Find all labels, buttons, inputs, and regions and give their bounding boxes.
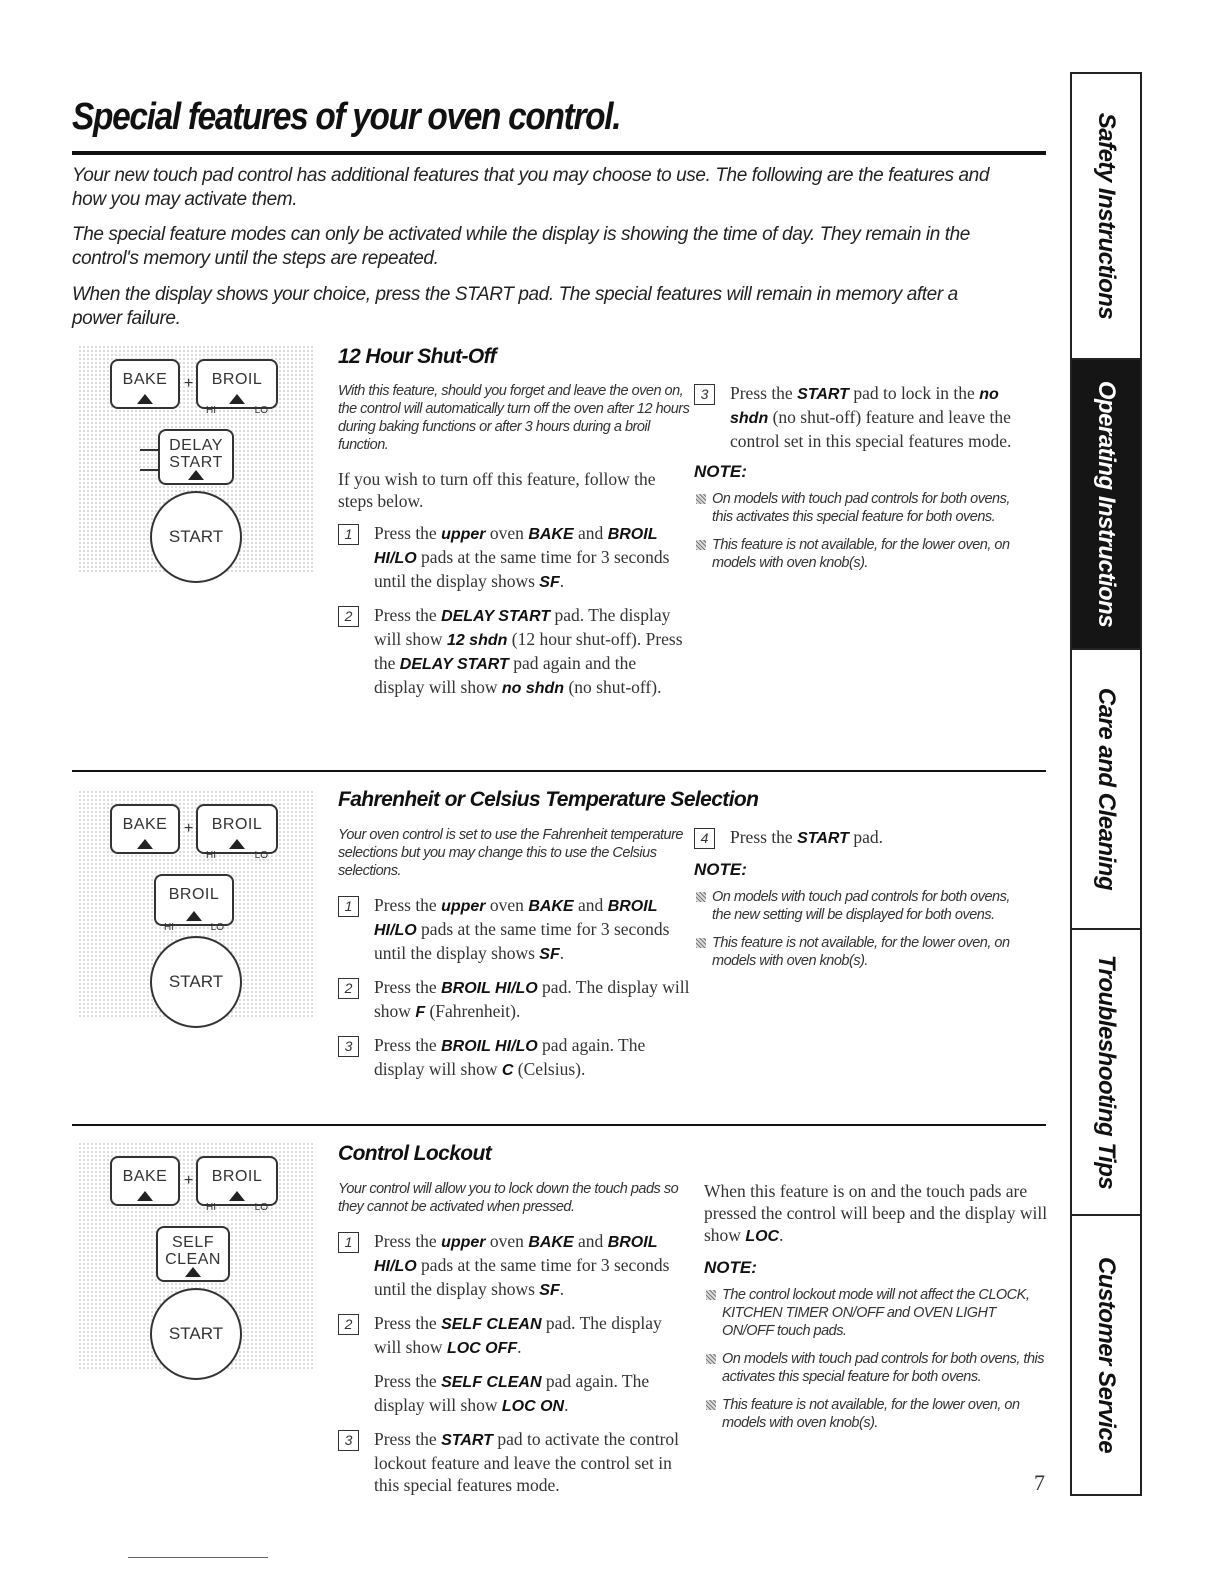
tab-label: Safety Instructions [1093,112,1120,320]
note-item [704,1286,1049,1340]
section-title-lockout: Control Lockout [338,1142,492,1165]
step-keyword: no shdn [730,386,999,427]
lockout-description: Your control will allow you to lock down the touch pads so they cannot be activated when pressed. [338,1181,679,1215]
step-text: . [564,1395,569,1415]
indicator-arrow-icon [185,1267,201,1277]
step-text: pads at the same time for 3 seconds until the display shows [374,1255,670,1299]
step-text: . [559,1279,565,1299]
fahrenheit-control-panel-illustration [78,790,313,1018]
step-number: 2 [338,1314,359,1335]
fahrenheit-left-column [338,826,690,1092]
step-text: pad. The display will show [374,977,690,1021]
lockout-step-3 [338,1428,690,1496]
step-text: pad. [848,827,883,847]
bullet-icon [696,892,706,902]
step-text: (Celsius). [513,1059,586,1079]
indicator-arrow-icon [229,839,245,849]
tab-safety-instructions[interactable] [1072,74,1140,360]
note-text: On models with touch pad controls for both ovens, the new setting will be displayed for both ovens. [712,889,1010,923]
clean-label: CLEAN [165,1251,221,1268]
shutoff-description: With this feature, should you forget and leave the oven on, the control will automatically turn off the oven after 12 hours during baking functions or after 3 hours during a broil function. [338,383,690,453]
step-keyword: SF [539,574,560,591]
section-divider [72,770,1046,772]
section-title-fahrenheit: Fahrenheit or Celsius Temperature Selection [338,788,759,811]
bake-label: BAKE [122,816,168,833]
bullet-icon [706,1290,716,1300]
step-keyword: DELAY START [441,608,551,625]
intro-paragraph: When the display shows your choice, press the START pad. The special features will remain in memory after a power failure. [72,284,958,329]
note-item [694,934,1029,970]
step-text: Press the [374,1429,442,1449]
shutoff-control-panel-illustration [78,345,313,573]
broil-label: BROIL [168,886,220,903]
step-number: 2 [338,978,359,999]
lockout-control-panel-illustration [78,1142,313,1370]
bake-pad [110,1156,180,1206]
step-text: (no shut-off). [564,677,662,697]
step-keyword: LOC OFF [446,1340,518,1357]
lo-label: LO [254,850,268,861]
indicator-arrow-icon [137,1191,153,1201]
fahrenheit-right-column [694,826,1029,980]
self-label: SELF [171,1234,214,1251]
plus-sign: + [184,1172,194,1189]
section-divider [72,1124,1046,1126]
step-keyword: BROIL HI/LO [374,1234,658,1275]
start-pad: START [150,936,242,1028]
step-text: pad again. The display will show [374,1035,646,1079]
start-pad: START [150,491,242,583]
step-keyword: START [441,1432,493,1449]
broil-label: BROIL [211,816,263,833]
tab-care-and-cleaning[interactable] [1072,650,1140,930]
start-pad: START [150,1288,242,1380]
lo-label: LO [210,922,224,933]
title-rule [72,151,1046,155]
tab-customer-service[interactable] [1072,1216,1140,1494]
broil-label: BROIL [211,1168,263,1185]
lockout-left-column [338,1180,690,1506]
page-number: 7 [1034,1470,1045,1495]
bake-label: BAKE [122,1168,168,1185]
note-text: The control lockout mode will not affect the CLOCK, KITCHEN TIMER ON/OFF and OVEN LIGHT ON/OFF touch pads. [722,1287,1030,1339]
indicator-arrow-icon [186,911,202,921]
step-keyword: BAKE [528,1234,574,1251]
tab-operating-instructions[interactable] [1072,360,1140,650]
page-title: Special features of your oven control. [72,96,621,138]
step-text: pad. The display will show [374,605,671,649]
shutoff-intro: If you wish to turn off this feature, follow the steps below. [338,469,656,511]
intro-paragraph: Your new touch pad control has additional features that you may choose to use. The following are the features and how you may activate them. [72,165,990,210]
step-keyword: C [501,1062,514,1079]
hi-label: HI [206,850,216,861]
step-keyword: no shdn [501,680,565,697]
section-title-shutoff: 12 Hour Shut-Off [338,345,497,368]
step-text: Press the [374,1035,442,1055]
lo-label: LO [254,1202,268,1213]
note-item [704,1350,1049,1386]
delay-start-pad [158,429,234,485]
step-text: Press the [730,827,798,847]
step-text: pad again. The display will show [374,1371,650,1415]
note-item [694,490,1029,526]
plus-sign: + [184,375,194,392]
self-clean-pad [156,1226,230,1282]
step-text: Press the [374,523,442,543]
step-keyword: SF [539,946,560,963]
info-keyword: LOC [745,1228,780,1245]
broil-label: BROIL [211,371,263,388]
tab-label: Operating Instructions [1093,380,1120,628]
step-keyword: SF [539,1282,560,1299]
shutoff-left-column [338,382,690,710]
fahrenheit-step-2 [338,976,690,1024]
bullet-icon [706,1400,716,1410]
note-item [694,888,1029,924]
shutoff-step-3 [694,382,1029,452]
fahrenheit-step-4 [694,826,1029,850]
step-number: 1 [338,896,359,917]
fahrenheit-description: Your oven control is set to use the Fahrenheit temperature selections but you may change this to use the Celsius selections. [338,827,683,879]
fahrenheit-step-3 [338,1034,690,1082]
info-text: . [779,1225,784,1245]
step-text: oven [485,1231,529,1251]
step-keyword: START [797,830,849,847]
step-keyword: BAKE [528,898,574,915]
step-text: Press the [374,605,442,625]
step-number: 1 [338,1232,359,1253]
step-text: Press the [374,1313,442,1333]
lo-label: LO [254,405,268,416]
note-text: This feature is not available, for the lower oven, on models with oven knob(s). [722,1397,1020,1431]
intro-paragraph: The special feature modes can only be activated while the display is showing the time of day. They remain in the control's memory until the steps are repeated. [72,224,970,269]
step-keyword: F [415,1004,426,1021]
step-text: pads at the same time for 3 seconds until the display shows [374,547,670,591]
step-keyword: BROIL HI/LO [374,898,658,939]
bullet-icon [706,1354,716,1364]
step-text: pad to activate the control lockout feature and leave the control set in this special features mode. [374,1429,680,1495]
step-keyword: SELF CLEAN [441,1374,542,1391]
lockout-step-2 [338,1312,690,1360]
note-item [704,1396,1049,1432]
step-keyword: LOC ON [501,1398,565,1415]
footer-line [128,1557,268,1558]
step-text: . [559,571,565,591]
delay-label: DELAY [169,437,223,454]
step-number: 3 [338,1036,359,1057]
step-text: Press the [374,1231,442,1251]
step-text: (no shut-off) feature and leave the control set in this special features mode. [730,407,1012,451]
shutoff-step-2 [338,604,690,700]
step-number: 2 [338,606,359,627]
broil-hi-lo-pad [196,1156,278,1213]
step-text: Press the [730,383,798,403]
step-number: 3 [694,384,715,405]
step-number: 1 [338,524,359,545]
indicator-arrow-icon [137,839,153,849]
broil-hi-lo-pad [154,874,234,933]
note-text: On models with touch pad controls for both ovens, this activates this special feature for both ovens. [712,491,1010,525]
step-keyword: START [797,386,849,403]
step-text: and [573,523,608,543]
section-tabs [1070,72,1142,1496]
note-text: This feature is not available, for the lower oven, on models with oven knob(s). [712,935,1010,969]
step-keyword: upper [441,898,486,915]
hi-label: HI [206,1202,216,1213]
bullet-icon [696,494,706,504]
step-text: (12 hour shut-off). Press the [374,629,683,673]
leader-line [140,449,158,451]
note-item [694,536,1029,572]
step-keyword: BAKE [528,526,574,543]
step-keyword: 12 shdn [446,632,508,649]
step-keyword: BROIL HI/LO [374,526,658,567]
bake-pad [110,804,180,854]
note-heading: NOTE: [694,462,747,481]
indicator-arrow-icon [188,470,204,480]
step-keyword: BROIL HI/LO [441,980,538,997]
step-text: . [559,943,565,963]
tab-troubleshooting-tips[interactable] [1072,930,1140,1216]
tab-label: Customer Service [1093,1256,1120,1454]
lockout-info [704,1180,1049,1248]
plus-sign: + [184,820,194,837]
bake-label: BAKE [122,371,168,388]
lockout-step-1 [338,1230,690,1302]
step-text: . [517,1337,522,1357]
indicator-arrow-icon [137,394,153,404]
note-heading: NOTE: [694,860,747,879]
broil-hi-lo-pad [196,804,278,861]
lockout-step-2b [338,1370,690,1418]
hi-label: HI [164,922,174,933]
step-text: Press the [374,895,442,915]
step-keyword: DELAY START [399,656,509,673]
indicator-arrow-icon [229,1191,245,1201]
note-text: On models with touch pad controls for both ovens, this activates this special feature for both ovens. [722,1351,1044,1385]
step-keyword: upper [441,526,486,543]
leader-line [140,469,158,471]
step-text: oven [485,895,529,915]
step-text: (Fahrenheit). [425,1001,521,1021]
info-text: When this feature is on and the touch pads are pressed the control will beep and the display will show [704,1181,1048,1245]
step-number: 4 [694,828,715,849]
note-text: This feature is not available, for the lower oven, on models with oven knob(s). [712,537,1010,571]
hi-label: HI [206,405,216,416]
bake-pad [110,359,180,409]
step-text: pad to lock in the [848,383,980,403]
tab-label: Care and Cleaning [1093,687,1120,891]
bullet-icon [696,938,706,948]
step-text: pad. The display will show [374,1313,662,1357]
step-text: pads at the same time for 3 seconds until the display shows [374,919,670,963]
fahrenheit-step-1 [338,894,690,966]
step-text: and [573,895,608,915]
shutoff-right-column [694,382,1029,582]
shutoff-step-1 [338,522,690,594]
lockout-right-column [704,1180,1049,1442]
step-text: and [573,1231,608,1251]
step-text: Press the [374,1371,442,1391]
step-keyword: BROIL HI/LO [441,1038,538,1055]
bullet-icon [696,540,706,550]
note-heading: NOTE: [704,1258,757,1277]
step-number: 3 [338,1430,359,1451]
broil-hi-lo-pad [196,359,278,416]
step-keyword: upper [441,1234,486,1251]
step-text: pad again and the display will show [374,653,637,697]
step-keyword: SELF CLEAN [441,1316,542,1333]
tab-label: Troubleshooting Tips [1093,954,1120,1190]
indicator-arrow-icon [229,394,245,404]
step-text: oven [485,523,529,543]
step-text: Press the [374,977,442,997]
start-word-label: START [169,454,223,471]
